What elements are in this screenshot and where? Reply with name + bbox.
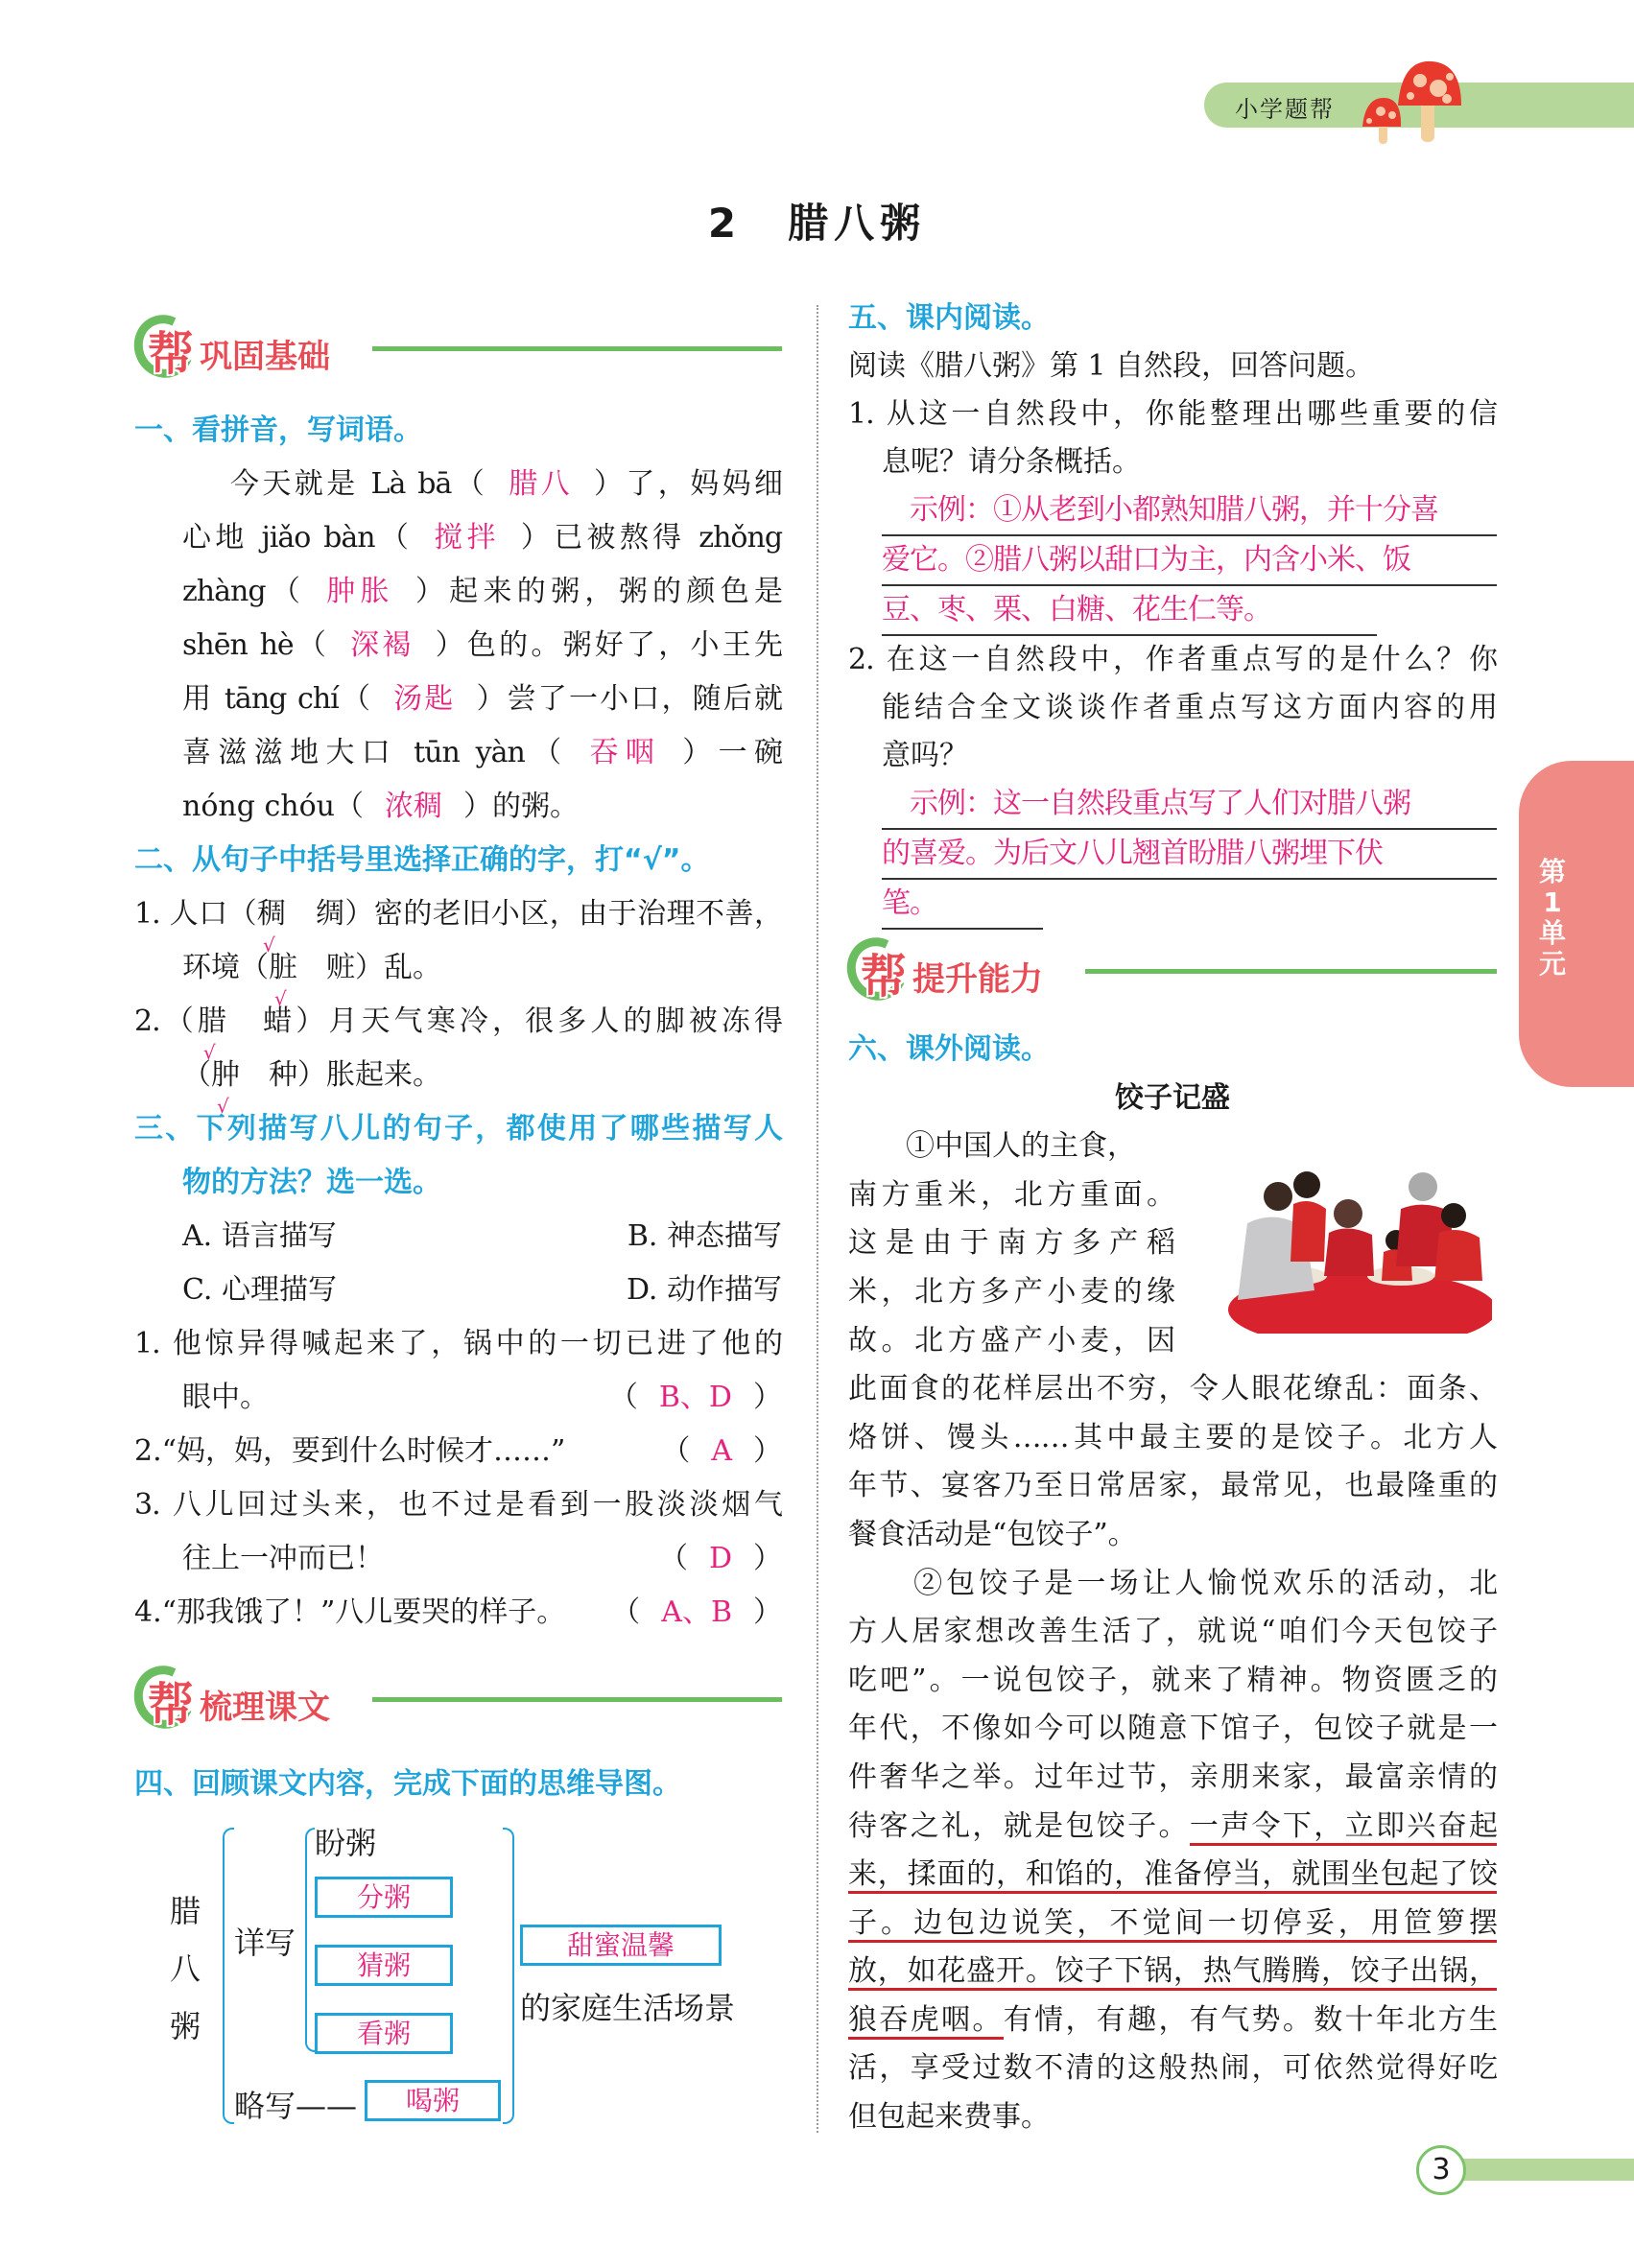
text-line bbox=[134, 1586, 782, 1640]
text-run: （ bbox=[182, 1058, 211, 1092]
underlined-text: 放，如花盛开。饺子下锅，热气腾腾，饺子出锅， bbox=[848, 1954, 1497, 1991]
text-line bbox=[848, 1414, 1497, 1463]
answer-text: 肿胀 bbox=[326, 575, 394, 608]
text-line bbox=[134, 1317, 782, 1371]
text-line bbox=[134, 834, 782, 887]
text-run: 的喜爱。为后文八儿翘首盼腊八粥埋下伏 bbox=[882, 837, 1383, 870]
section-header-review bbox=[134, 1666, 782, 1732]
text-run: 一、看拼音，写词语。 bbox=[134, 413, 422, 447]
detail-label: 详写 bbox=[234, 1925, 296, 1961]
text-run: 种）胀起来。 bbox=[240, 1058, 441, 1092]
text-run: 1. 人口（ bbox=[134, 897, 258, 931]
text-run: ）色的。粥好了，小王先 bbox=[435, 628, 783, 662]
section-header-consolidate bbox=[134, 315, 782, 381]
text-line bbox=[848, 1365, 1497, 1414]
answer-box: 分粥 bbox=[315, 1877, 453, 1918]
text-line bbox=[848, 343, 1497, 390]
text-line bbox=[134, 1049, 782, 1118]
text-run: ） bbox=[753, 1542, 782, 1575]
right-aligned-part bbox=[627, 1264, 782, 1317]
text-run: 蜡）月天气寒冷，很多人的脚被冻得 bbox=[230, 1004, 782, 1038]
text-run: 件奢华之举。过年过节，亲朋来家，最富亲情的 bbox=[848, 1760, 1497, 1794]
brief-label: 略写—— bbox=[234, 2088, 358, 2124]
text-run: ）的粥。 bbox=[462, 790, 579, 823]
text-run: 吃吧”。一说包饺子，就来了精神。物资匮乏的 bbox=[848, 1663, 1497, 1697]
text-run: 但包起来费事。 bbox=[848, 2100, 1050, 2135]
text-run: ）尝了一小口，随后就 bbox=[476, 682, 783, 716]
text-run: 环境（ bbox=[182, 951, 269, 984]
text-run: 这是由于南方多产稻 bbox=[848, 1226, 1174, 1261]
text-line bbox=[848, 1219, 1174, 1268]
text-run: 有情，有趣，有气势。数十年北方生 bbox=[1003, 2002, 1497, 2037]
text-line bbox=[848, 2093, 1497, 2142]
text-run: 米，北方多产小麦的缘 bbox=[848, 1274, 1174, 1309]
text-line bbox=[134, 1425, 782, 1478]
text-run: 年节、宴客乃至日常居家，最常见，也最隆重的 bbox=[848, 1469, 1497, 1503]
text-line bbox=[848, 1462, 1497, 1511]
text-run: 1. 他惊异得喊起来了，锅中的一切已进了他的 bbox=[134, 1327, 782, 1360]
text-line bbox=[848, 636, 1497, 684]
text-run: 示例：这一自然段重点写了人们对腊八粥 bbox=[882, 787, 1410, 820]
text-line bbox=[848, 1754, 1497, 1803]
answer-box: 看粥 bbox=[315, 2013, 453, 2054]
section-header-improve bbox=[847, 937, 1497, 1004]
option-char: 肿 bbox=[211, 1058, 240, 1092]
text-run: （ bbox=[661, 1434, 691, 1468]
answer-text: 浓稠 bbox=[384, 790, 442, 823]
text-run: D. 动作描写 bbox=[626, 1273, 782, 1307]
text-run: （ bbox=[658, 1542, 688, 1575]
section-title: 梳理课文 bbox=[200, 1689, 330, 1727]
lesson-title: 2 腊八粥 bbox=[707, 200, 927, 247]
text-run: B. 神态描写 bbox=[627, 1219, 782, 1253]
text-run: 故。北方盛产小麦，因 bbox=[848, 1323, 1174, 1358]
column-divider bbox=[817, 305, 818, 2133]
text-run: 活，享受过数不清的这般热闹，可依然觉得好吃 bbox=[848, 2051, 1497, 2086]
text-line bbox=[134, 726, 782, 780]
underlined-text: 子。边包边说笑，不觉间一切停妥，用笸箩摆 bbox=[848, 1906, 1497, 1943]
underlined-text: 狼吞虎咽。 bbox=[848, 2003, 1004, 2040]
text-line bbox=[848, 780, 1497, 830]
brand-label: 小学题帮 bbox=[1235, 96, 1335, 123]
text-line bbox=[134, 780, 782, 834]
text-run: 餐食活动是“包饺子”。 bbox=[848, 1517, 1137, 1551]
text-line bbox=[134, 887, 782, 957]
text-run: 年代，不像如今可以随意下馆子，包饺子就是一 bbox=[848, 1712, 1497, 1746]
text-run: 眼中。 bbox=[182, 1381, 269, 1414]
text-line bbox=[848, 1171, 1174, 1220]
checked-option bbox=[257, 897, 287, 957]
text-run: 今天就是 Là bā（ bbox=[230, 467, 488, 501]
answer-text: 汤匙 bbox=[393, 682, 456, 716]
text-line bbox=[848, 536, 1497, 586]
right-brace bbox=[503, 1828, 514, 2124]
answer-box: 喝粥 bbox=[365, 2080, 501, 2121]
answer-underline bbox=[882, 586, 1377, 636]
text-line bbox=[848, 1317, 1174, 1366]
answer-text: 腊八 bbox=[509, 467, 573, 501]
answer-underline bbox=[882, 780, 1497, 830]
section-title: 巩固基础 bbox=[200, 338, 330, 376]
answer-text: 搅拌 bbox=[434, 521, 500, 555]
answer-text: 深褐 bbox=[350, 628, 414, 662]
answer-text: D bbox=[708, 1542, 732, 1575]
right-aligned-part bbox=[628, 1210, 782, 1264]
text-run: 六、课外阅读。 bbox=[848, 1032, 1050, 1066]
text-line bbox=[134, 1102, 782, 1156]
answer-box: 猜粥 bbox=[315, 1945, 453, 1986]
text-line bbox=[848, 1511, 1497, 1560]
text-run: 物的方法？选一选。 bbox=[182, 1166, 441, 1199]
text-line bbox=[848, 295, 1497, 343]
section-rule bbox=[372, 1697, 782, 1702]
text-run: 烙饼、馒头……其中最主要的是饺子。北方人 bbox=[848, 1420, 1497, 1454]
right-aligned-part bbox=[611, 1586, 782, 1640]
text-run: 绸）密的老旧小区，由于治理不善， bbox=[286, 897, 782, 931]
page-number: 3 bbox=[1416, 2145, 1466, 2195]
text-line bbox=[848, 486, 1497, 536]
text-run: 方人居家想改善生活了，就说“咱们今天包饺子 bbox=[848, 1615, 1497, 1649]
text-run: 2.“妈，妈，要到什么时候才……” bbox=[134, 1434, 566, 1468]
text-run: nóng chóu（ bbox=[182, 790, 364, 823]
text-run: ①中国人的主食， bbox=[848, 1129, 1136, 1164]
page-number-bar bbox=[1463, 2159, 1634, 2181]
theme-suffix: 的家庭生活场景 bbox=[520, 1990, 736, 2026]
text-run: 喜滋滋地大口 tūn yàn（ bbox=[182, 736, 569, 769]
text-line bbox=[134, 673, 782, 726]
checked-option bbox=[211, 1058, 240, 1118]
text-line bbox=[134, 619, 782, 673]
text-line bbox=[848, 586, 1497, 636]
text-run: 意吗？ bbox=[882, 739, 968, 772]
text-line bbox=[848, 390, 1497, 438]
text-run: zhàng（ bbox=[182, 575, 306, 608]
text-run: 1. 从这一自然段中，你能整理出哪些重要的信 bbox=[848, 397, 1497, 431]
text-line bbox=[134, 995, 782, 1064]
text-line bbox=[134, 511, 782, 565]
text-run: 爱它。②腊八粥以甜口为主，内含小米、饭 bbox=[882, 543, 1410, 577]
text-line bbox=[848, 880, 1497, 930]
text-run: 五、课内阅读。 bbox=[848, 301, 1050, 335]
answer-underline bbox=[882, 880, 1043, 930]
text-line bbox=[134, 1210, 782, 1264]
answer-underline bbox=[882, 536, 1497, 586]
answer-text: A、B bbox=[661, 1595, 732, 1629]
text-run: 此面食的花样层出不穷，令人眼花缭乱：面条、 bbox=[848, 1372, 1497, 1406]
text-run: 示例：①从老到小都熟知腊八粥，并十分喜 bbox=[882, 493, 1438, 527]
right-reading-in-class bbox=[848, 295, 1497, 930]
answer-box: 甜蜜温馨 bbox=[520, 1925, 722, 1966]
right-aligned-part bbox=[609, 1371, 782, 1425]
text-run: ） bbox=[753, 1381, 782, 1414]
text-line bbox=[848, 1996, 1497, 2045]
text-line bbox=[134, 1478, 782, 1532]
underlined-text: 一声令下，立即兴奋起 bbox=[1190, 1809, 1497, 1846]
text-run: 往上一冲而已！ bbox=[182, 1542, 384, 1575]
badge-text: 帮 bbox=[148, 1678, 195, 1732]
text-line bbox=[848, 2044, 1497, 2093]
right-aligned-part bbox=[659, 1532, 782, 1586]
text-run: （ bbox=[611, 1595, 641, 1629]
text-line bbox=[848, 732, 1497, 780]
mindmap-heading: 四、回顾课文内容，完成下面的思维导图。 bbox=[134, 1767, 681, 1801]
text-run: 心地 jiǎo bàn（ bbox=[182, 521, 414, 555]
text-line bbox=[134, 1156, 782, 1210]
text-line bbox=[134, 1264, 782, 1317]
text-line bbox=[848, 684, 1497, 732]
checked-option bbox=[197, 1004, 230, 1064]
text-line bbox=[134, 941, 782, 1010]
text-run: 饺子记盛 bbox=[1115, 1080, 1230, 1115]
mindmap-root: 腊八粥 bbox=[170, 1893, 201, 2044]
text-line bbox=[848, 1851, 1497, 1900]
mushroom-icon bbox=[1358, 59, 1468, 146]
text-line bbox=[848, 1803, 1497, 1852]
text-run: 4.“那我饿了！”八儿要哭的样子。 bbox=[134, 1595, 566, 1629]
text-run: 能结合全文谈谈作者重点写这方面内容的用 bbox=[882, 691, 1497, 724]
inner-brace bbox=[305, 1828, 315, 2052]
text-line bbox=[848, 1657, 1497, 1706]
option-char: 稠 bbox=[257, 897, 287, 931]
text-line bbox=[134, 565, 782, 619]
text-run: 2. 在这一自然段中，作者重点写的是什么？你 bbox=[848, 643, 1497, 676]
text-run: ）了，妈妈细 bbox=[594, 467, 783, 501]
text-line bbox=[848, 1705, 1497, 1754]
family-dumplings-photo bbox=[1199, 1156, 1492, 1334]
badge-text: 帮 bbox=[861, 950, 908, 1004]
text-line bbox=[848, 1122, 1174, 1171]
answer-text: 吞咽 bbox=[589, 736, 662, 769]
answer-text: B、D bbox=[658, 1381, 732, 1414]
text-line bbox=[848, 1560, 1497, 1609]
option-char: 腊 bbox=[197, 1004, 230, 1038]
badge-text: 帮 bbox=[148, 327, 195, 381]
text-line bbox=[848, 1075, 1497, 1123]
underlined-text: 来，揉面的，和馅的，准备停当，就围坐包起了饺 bbox=[848, 1857, 1497, 1894]
right-aligned-part bbox=[661, 1425, 782, 1478]
mindmap-item-first: 盼粥 bbox=[315, 1825, 377, 1861]
unit-tab bbox=[1519, 761, 1634, 1087]
section-title: 提升能力 bbox=[912, 960, 1043, 999]
text-run: 南方重米，北方重面。 bbox=[848, 1177, 1174, 1212]
text-line bbox=[134, 458, 782, 511]
text-run: ） bbox=[753, 1434, 782, 1468]
text-run: A. 语言描写 bbox=[182, 1219, 337, 1253]
text-line bbox=[848, 1026, 1497, 1075]
text-run: ） bbox=[753, 1595, 782, 1629]
answer-text: A bbox=[711, 1434, 732, 1468]
text-run: 用 tāng chí（ bbox=[182, 682, 373, 716]
checked-option bbox=[269, 951, 297, 1010]
option-char: 脏 bbox=[269, 951, 297, 984]
text-run: 息呢？请分条概括。 bbox=[882, 445, 1141, 479]
text-run: 2.（ bbox=[134, 1004, 198, 1038]
text-line bbox=[848, 1608, 1497, 1657]
left-exercises bbox=[134, 404, 782, 1640]
text-run: 阅读《腊八粥》第 1 自然段，回答问题。 bbox=[848, 349, 1375, 383]
text-run: ）一碗 bbox=[682, 736, 783, 769]
text-line bbox=[134, 404, 782, 458]
text-line bbox=[134, 1371, 782, 1425]
check-mark-icon: √ bbox=[274, 987, 287, 1010]
text-run: 赃）乱。 bbox=[297, 951, 441, 984]
text-run: shēn hè（ bbox=[182, 628, 330, 662]
text-run: （ bbox=[608, 1381, 638, 1414]
text-run: 三、下列描写八儿的句子，都使用了哪些描写人 bbox=[134, 1112, 782, 1146]
text-line bbox=[848, 438, 1497, 486]
check-mark-icon: √ bbox=[217, 1095, 229, 1118]
check-mark-icon: √ bbox=[263, 933, 274, 957]
left-brace bbox=[223, 1828, 234, 2124]
section-rule bbox=[1085, 969, 1497, 974]
text-run: 二、从句子中括号里选择正确的字，打“√”。 bbox=[134, 843, 710, 877]
text-line bbox=[848, 1268, 1174, 1317]
text-run: 待客之礼，就是包饺子。 bbox=[848, 1808, 1190, 1843]
text-run: 3. 八儿回过头来，也不过是看到一股淡淡烟气 bbox=[134, 1488, 782, 1522]
text-line bbox=[134, 1532, 782, 1586]
text-run: ②包饺子是一场让人愉悦欢乐的活动，北 bbox=[848, 1566, 1497, 1600]
text-line bbox=[848, 1900, 1497, 1949]
section-rule bbox=[372, 346, 782, 351]
unit-tab-label: 第1单元 bbox=[1538, 856, 1566, 980]
text-line bbox=[848, 830, 1497, 880]
check-mark-icon: √ bbox=[202, 1041, 215, 1064]
text-run: ）起来的粥，粥的颜色是 bbox=[414, 575, 783, 608]
text-run: C. 心理描写 bbox=[182, 1273, 337, 1307]
text-run: 豆、枣、栗、白糖、花生仁等。 bbox=[882, 593, 1271, 626]
answer-underline bbox=[882, 486, 1497, 536]
text-run: ）已被熬得 zhǒng bbox=[520, 521, 783, 555]
text-line bbox=[848, 1948, 1497, 1996]
text-run: 笔。 bbox=[882, 886, 937, 920]
answer-underline bbox=[882, 830, 1497, 880]
